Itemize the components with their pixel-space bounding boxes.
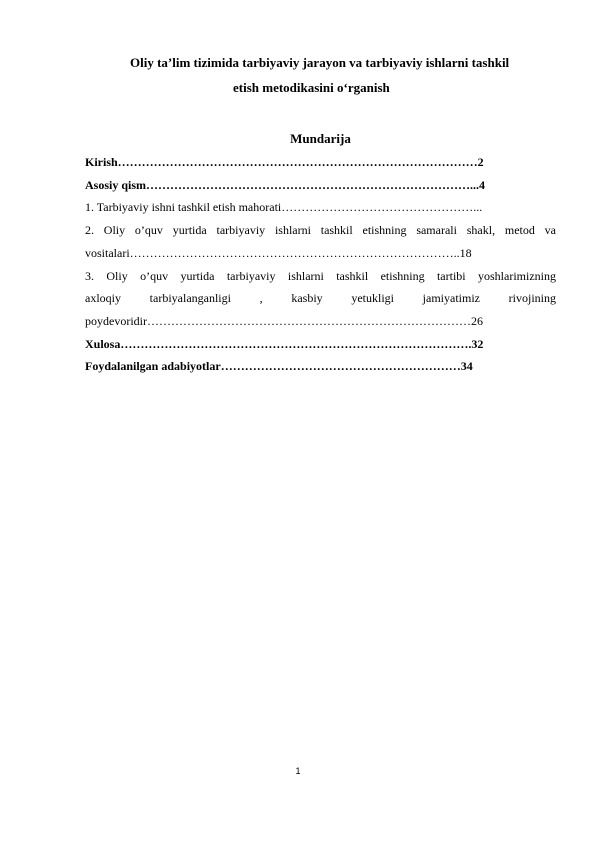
toc-entry-kirish: Kirish………………………………………………………………………………2: [85, 155, 484, 169]
toc-entry-xulosa: Xulosa…………………………………………………………………………….32: [85, 336, 484, 351]
document-title-line-1: Oliy ta’lim tizimida tarbiyaviy jarayon va tarbiyaviy ishlarni tashkil: [130, 55, 510, 70]
toc-entry-section-1: 1. Tarbiyaviy ishni tashkil etish mahorati…………………………………………...: [85, 200, 483, 215]
toc-entry-adabiyotlar: Foydalanilgan adabiyotlar……………………………………………………34: [85, 359, 473, 374]
toc-entry-asosiy-qism: Asosiy qism………………………………………………………………………...4: [85, 177, 486, 192]
toc-entry-section-3-line-1: 3. Oliy o’quv yurtida tarbiyaviy ishlarni tashkil etishning tartibi yoshlarimizning: [85, 268, 556, 283]
toc-entry-section-3-line-2: axloqiy tarbiyalanganligi , kasbiy yetukligi jamiyatimiz rivojining: [85, 291, 556, 306]
page-number: 1: [295, 766, 301, 776]
document-title-line-2: etish metodikasini o‘rganish: [233, 80, 390, 95]
table-of-contents: [85, 151, 556, 378]
toc-heading: Mundarija: [290, 131, 351, 146]
toc-entry-section-2-line-1: 2. Oliy o’quv yurtida tarbiyaviy ishlarni tashkil etishning samarali shakl, metod va: [85, 223, 556, 238]
toc-entry-section-2-line-2: vositalari………………………………………………………………………..18: [85, 245, 472, 260]
toc-entry-section-3-line-3: poydevoridir………………………………………………………………………26: [85, 313, 483, 328]
